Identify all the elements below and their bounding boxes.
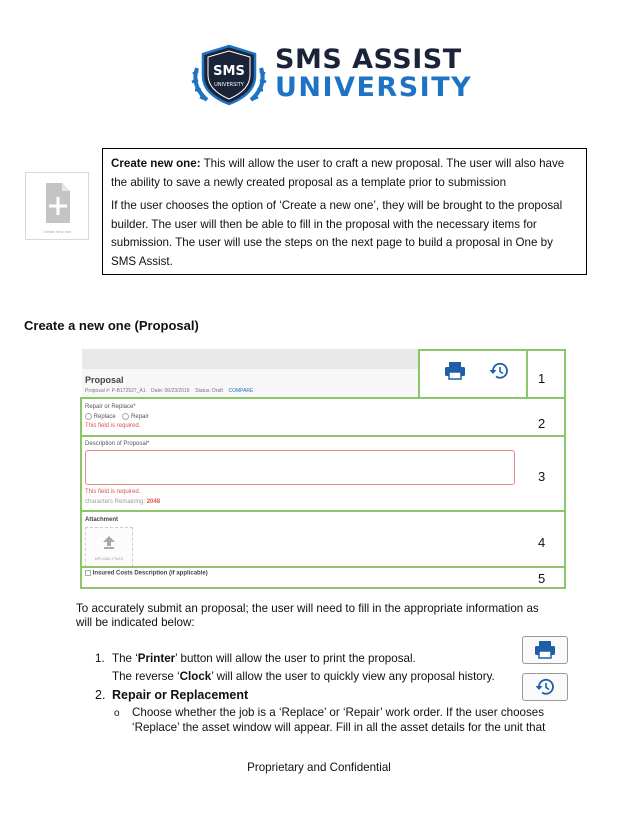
repair-radio[interactable] (122, 413, 129, 420)
repair-label: Repair or Replace* (85, 404, 136, 410)
description-textarea[interactable] (85, 450, 515, 485)
item-1b-bold: Clock (179, 670, 212, 683)
intro-bold-label: Create new one: (111, 157, 201, 170)
step-number-5: 5 (538, 571, 546, 586)
item-1b-post: ’ will allow the user to quickly view any proposal history. (211, 670, 495, 683)
upload-icon (101, 534, 117, 550)
body-intro-line-1: To accurately submit an proposal; the user will need to fill in the appropriate information as (76, 602, 539, 615)
header-info (82, 369, 418, 399)
chars-remaining (85, 499, 160, 505)
required-error-2: This field is required. (85, 489, 141, 495)
proposal-meta (85, 388, 253, 394)
history-clock-icon[interactable] (488, 361, 510, 381)
badge-text: SMS (213, 64, 245, 79)
sub-line-2: ‘Replace’ the asset window will appear. Fill in all the asset details for the unit that (132, 721, 546, 734)
repair-option-label: Repair (131, 414, 149, 421)
required-error-1: This field is required. (85, 423, 141, 429)
item-1-pre: The ‘ (112, 652, 138, 665)
sub-bullet: o (114, 708, 120, 719)
step-4-box (80, 510, 566, 568)
step-number-2: 2 (538, 416, 546, 431)
repair-options (85, 413, 149, 420)
header-bar (82, 349, 418, 369)
description-label: Description of Proposal* (85, 441, 150, 447)
item-1-bold: Printer (137, 652, 176, 665)
insured-costs-label (85, 570, 208, 577)
meta-date: Date: 06/23/2016 (151, 388, 190, 394)
thumbnail-caption: Create new one (42, 229, 72, 234)
upload-label: UPLOAD FILES (94, 556, 124, 561)
meta-proposal-number: Proposal #: P-B172527_A1 (85, 388, 146, 394)
intro-paragraph-2: If the user chooses the option of ‘Create a new one’, they will be brought to the proposal builder. The user will then be able to fill in the proposal with the necessary items for submission. The user will use the steps on the next page to build a proposal in One by SMS Assist. (111, 199, 563, 268)
proposal-screenshot (80, 349, 566, 589)
section-heading: Create a new one (Proposal) (24, 318, 199, 333)
item-1b-text (112, 670, 495, 684)
chars-remaining-value: 2048 (146, 499, 161, 505)
replace-radio[interactable] (85, 413, 92, 420)
logo-line-1: SMS ASSIST (275, 44, 462, 75)
step-number-4: 4 (538, 535, 546, 550)
item-2-number: 2. (95, 688, 106, 702)
item-2-label: Repair or Replacement (112, 688, 249, 702)
step-2-box (80, 397, 566, 437)
meta-status: Status: Draft (195, 388, 223, 394)
toolbar-highlight (418, 349, 528, 399)
printer-icon[interactable] (444, 361, 466, 381)
item-1-text (112, 652, 416, 666)
proposal-title: Proposal (85, 375, 124, 385)
new-document-icon (26, 177, 88, 231)
create-new-thumbnail (25, 172, 89, 240)
replace-option-label: Replace (93, 414, 116, 421)
insured-checkbox[interactable] (85, 570, 91, 576)
compare-link[interactable]: COMPARE (228, 388, 254, 394)
sub-line-1: Choose whether the job is a ‘Replace’ or ‘Repair’ work order. If the user chooses (132, 706, 545, 719)
body-intro-line-2: will be indicated below: (76, 616, 195, 629)
step-1-box (526, 349, 566, 399)
intro-p1-text: This will allow the user to craft a new proposal. The user will also have the ability to save a newly created proposal as a template prior to submission (111, 157, 565, 189)
logo-line-2: UNIVERSITY (275, 72, 473, 103)
printer-icon (534, 640, 556, 660)
clock-button-sample (522, 673, 568, 701)
intro-paragraph-1 (111, 155, 581, 192)
item-1-number: 1. (95, 652, 105, 665)
insured-costs-text: Insured Costs Description (if applicable) (92, 570, 208, 577)
printer-button-sample (522, 636, 568, 664)
step-number-1: 1 (538, 371, 546, 386)
university-badge-icon (185, 42, 273, 108)
item-1-post: ’ button will allow the user to print the proposal. (175, 652, 416, 665)
attachment-label: Attachment (85, 517, 119, 523)
chars-remaining-label: characters Remaining: (85, 499, 146, 505)
footer: Proprietary and Confidential (247, 761, 391, 774)
upload-area[interactable] (85, 527, 133, 567)
item-1b-pre: The reverse ‘ (112, 670, 180, 683)
sms-assist-university-logo (185, 42, 485, 108)
step-number-3: 3 (538, 469, 546, 484)
badge-sub-text: UNIVERSITY (214, 82, 244, 88)
history-clock-icon (534, 677, 556, 697)
intro-box (102, 148, 587, 275)
